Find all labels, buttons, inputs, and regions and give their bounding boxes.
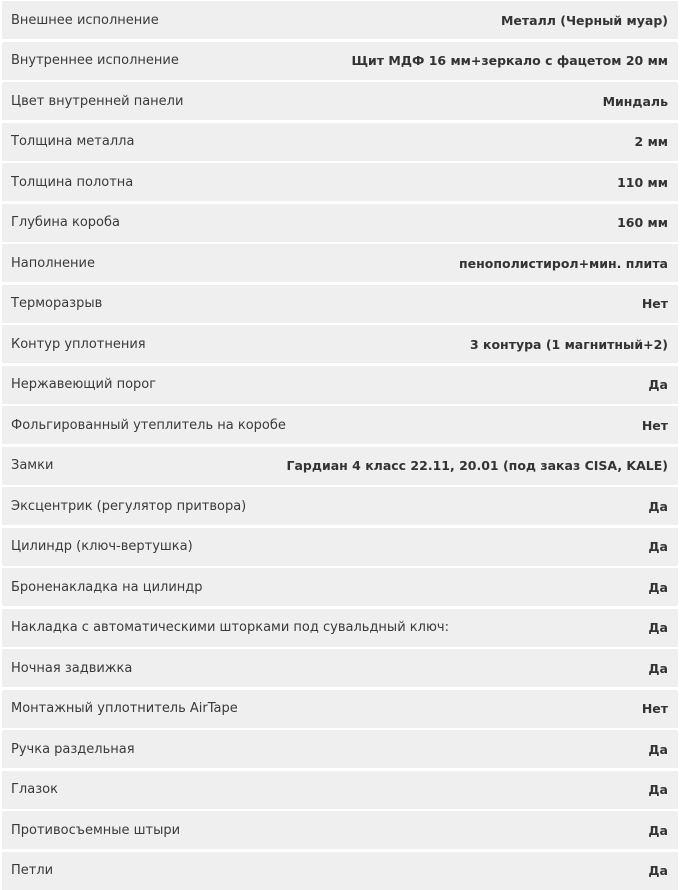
spec-row-leaf-thickness bbox=[2, 163, 678, 201]
spec-value: пенополистирол+мин. плита bbox=[459, 255, 668, 271]
spec-row-interior-finish bbox=[2, 42, 678, 80]
spec-row-stainless-threshold bbox=[2, 366, 678, 404]
spec-label: Внешнее исполнение bbox=[11, 12, 159, 28]
spec-label: Глубина короба bbox=[11, 215, 120, 230]
spec-row-split-handle bbox=[2, 730, 678, 768]
spec-row-cylinder-armor-plate bbox=[2, 568, 678, 606]
spec-row-hinges bbox=[2, 852, 678, 890]
spec-label: Толщина полотна bbox=[11, 174, 134, 190]
spec-label: Петли bbox=[11, 863, 54, 878]
spec-row-metal-thickness bbox=[2, 123, 678, 161]
spec-value: Да bbox=[648, 620, 668, 635]
spec-label: Наполнение bbox=[11, 255, 95, 271]
spec-row-night-latch bbox=[2, 649, 678, 687]
spec-row-airtape bbox=[2, 690, 678, 728]
spec-value: Да bbox=[648, 579, 668, 595]
spec-row-anti-removal-pins bbox=[2, 811, 678, 849]
spec-value: 110 мм bbox=[617, 174, 668, 190]
spec-value: Нет bbox=[641, 296, 668, 311]
spec-row-exterior-finish bbox=[2, 1, 678, 39]
spec-label: Накладка с автоматическими шторками под сувальдный ключ: bbox=[11, 620, 449, 635]
spec-row-eccentric bbox=[2, 487, 678, 525]
spec-value: Да bbox=[648, 377, 668, 392]
spec-row-shutter-plate bbox=[2, 609, 678, 647]
spec-value: Нет bbox=[641, 701, 668, 716]
spec-value: Да bbox=[648, 863, 668, 878]
spec-label: Монтажный уплотнитель AirTape bbox=[11, 701, 238, 716]
spec-row-inner-panel-color bbox=[2, 82, 678, 120]
spec-value: 3 контура (1 магнитный+2) bbox=[469, 336, 668, 352]
spec-label: Броненакладка на цилиндр bbox=[11, 579, 203, 595]
spec-label: Цилиндр (ключ-вертушка) bbox=[11, 539, 193, 554]
spec-row-filling bbox=[2, 244, 678, 282]
spec-label: Фольгированный утеплитель на коробе bbox=[11, 417, 286, 433]
spec-value: Нет bbox=[641, 417, 668, 433]
spec-label: Замки bbox=[11, 458, 54, 473]
spec-value: Да bbox=[648, 741, 668, 757]
spec-value: Гардиан 4 класс 22.11, 20.01 (под заказ CISA, KALE) bbox=[286, 458, 668, 473]
spec-value: Миндаль bbox=[602, 93, 668, 109]
spec-label: Толщина металла bbox=[11, 134, 135, 149]
spec-value: Металл (Черный муар) bbox=[500, 12, 668, 28]
spec-value: Да bbox=[648, 660, 668, 676]
spec-value: Да bbox=[648, 498, 668, 514]
spec-row-thermal-break bbox=[2, 285, 678, 323]
spec-row-cylinder bbox=[2, 528, 678, 566]
spec-value: 160 мм bbox=[617, 215, 668, 230]
spec-label: Терморазрыв bbox=[11, 296, 103, 311]
spec-value: Да bbox=[648, 782, 668, 797]
spec-value: Да bbox=[648, 539, 668, 554]
spec-row-foil-insulation bbox=[2, 406, 678, 444]
spec-label: Ночная задвижка bbox=[11, 660, 133, 676]
spec-row-seal-contour bbox=[2, 325, 678, 363]
spec-value: 2 мм bbox=[634, 134, 668, 149]
spec-label: Внутреннее исполнение bbox=[11, 53, 179, 68]
spec-label: Цвет внутренней панели bbox=[11, 93, 184, 109]
spec-label: Противосъемные штыри bbox=[11, 822, 181, 838]
spec-row-peephole bbox=[2, 771, 678, 809]
spec-label: Контур уплотнения bbox=[11, 336, 146, 352]
spec-value: Щит МДФ 16 мм+зеркало с фацетом 20 мм bbox=[351, 53, 668, 68]
spec-row-frame-depth bbox=[2, 204, 678, 242]
spec-label: Ручка раздельная bbox=[11, 741, 135, 757]
spec-label: Нержавеющий порог bbox=[11, 377, 157, 392]
spec-label: Глазок bbox=[11, 782, 58, 797]
spec-value: Да bbox=[648, 822, 668, 838]
spec-row-locks bbox=[2, 447, 678, 485]
spec-label: Эксцентрик (регулятор притвора) bbox=[11, 498, 247, 514]
